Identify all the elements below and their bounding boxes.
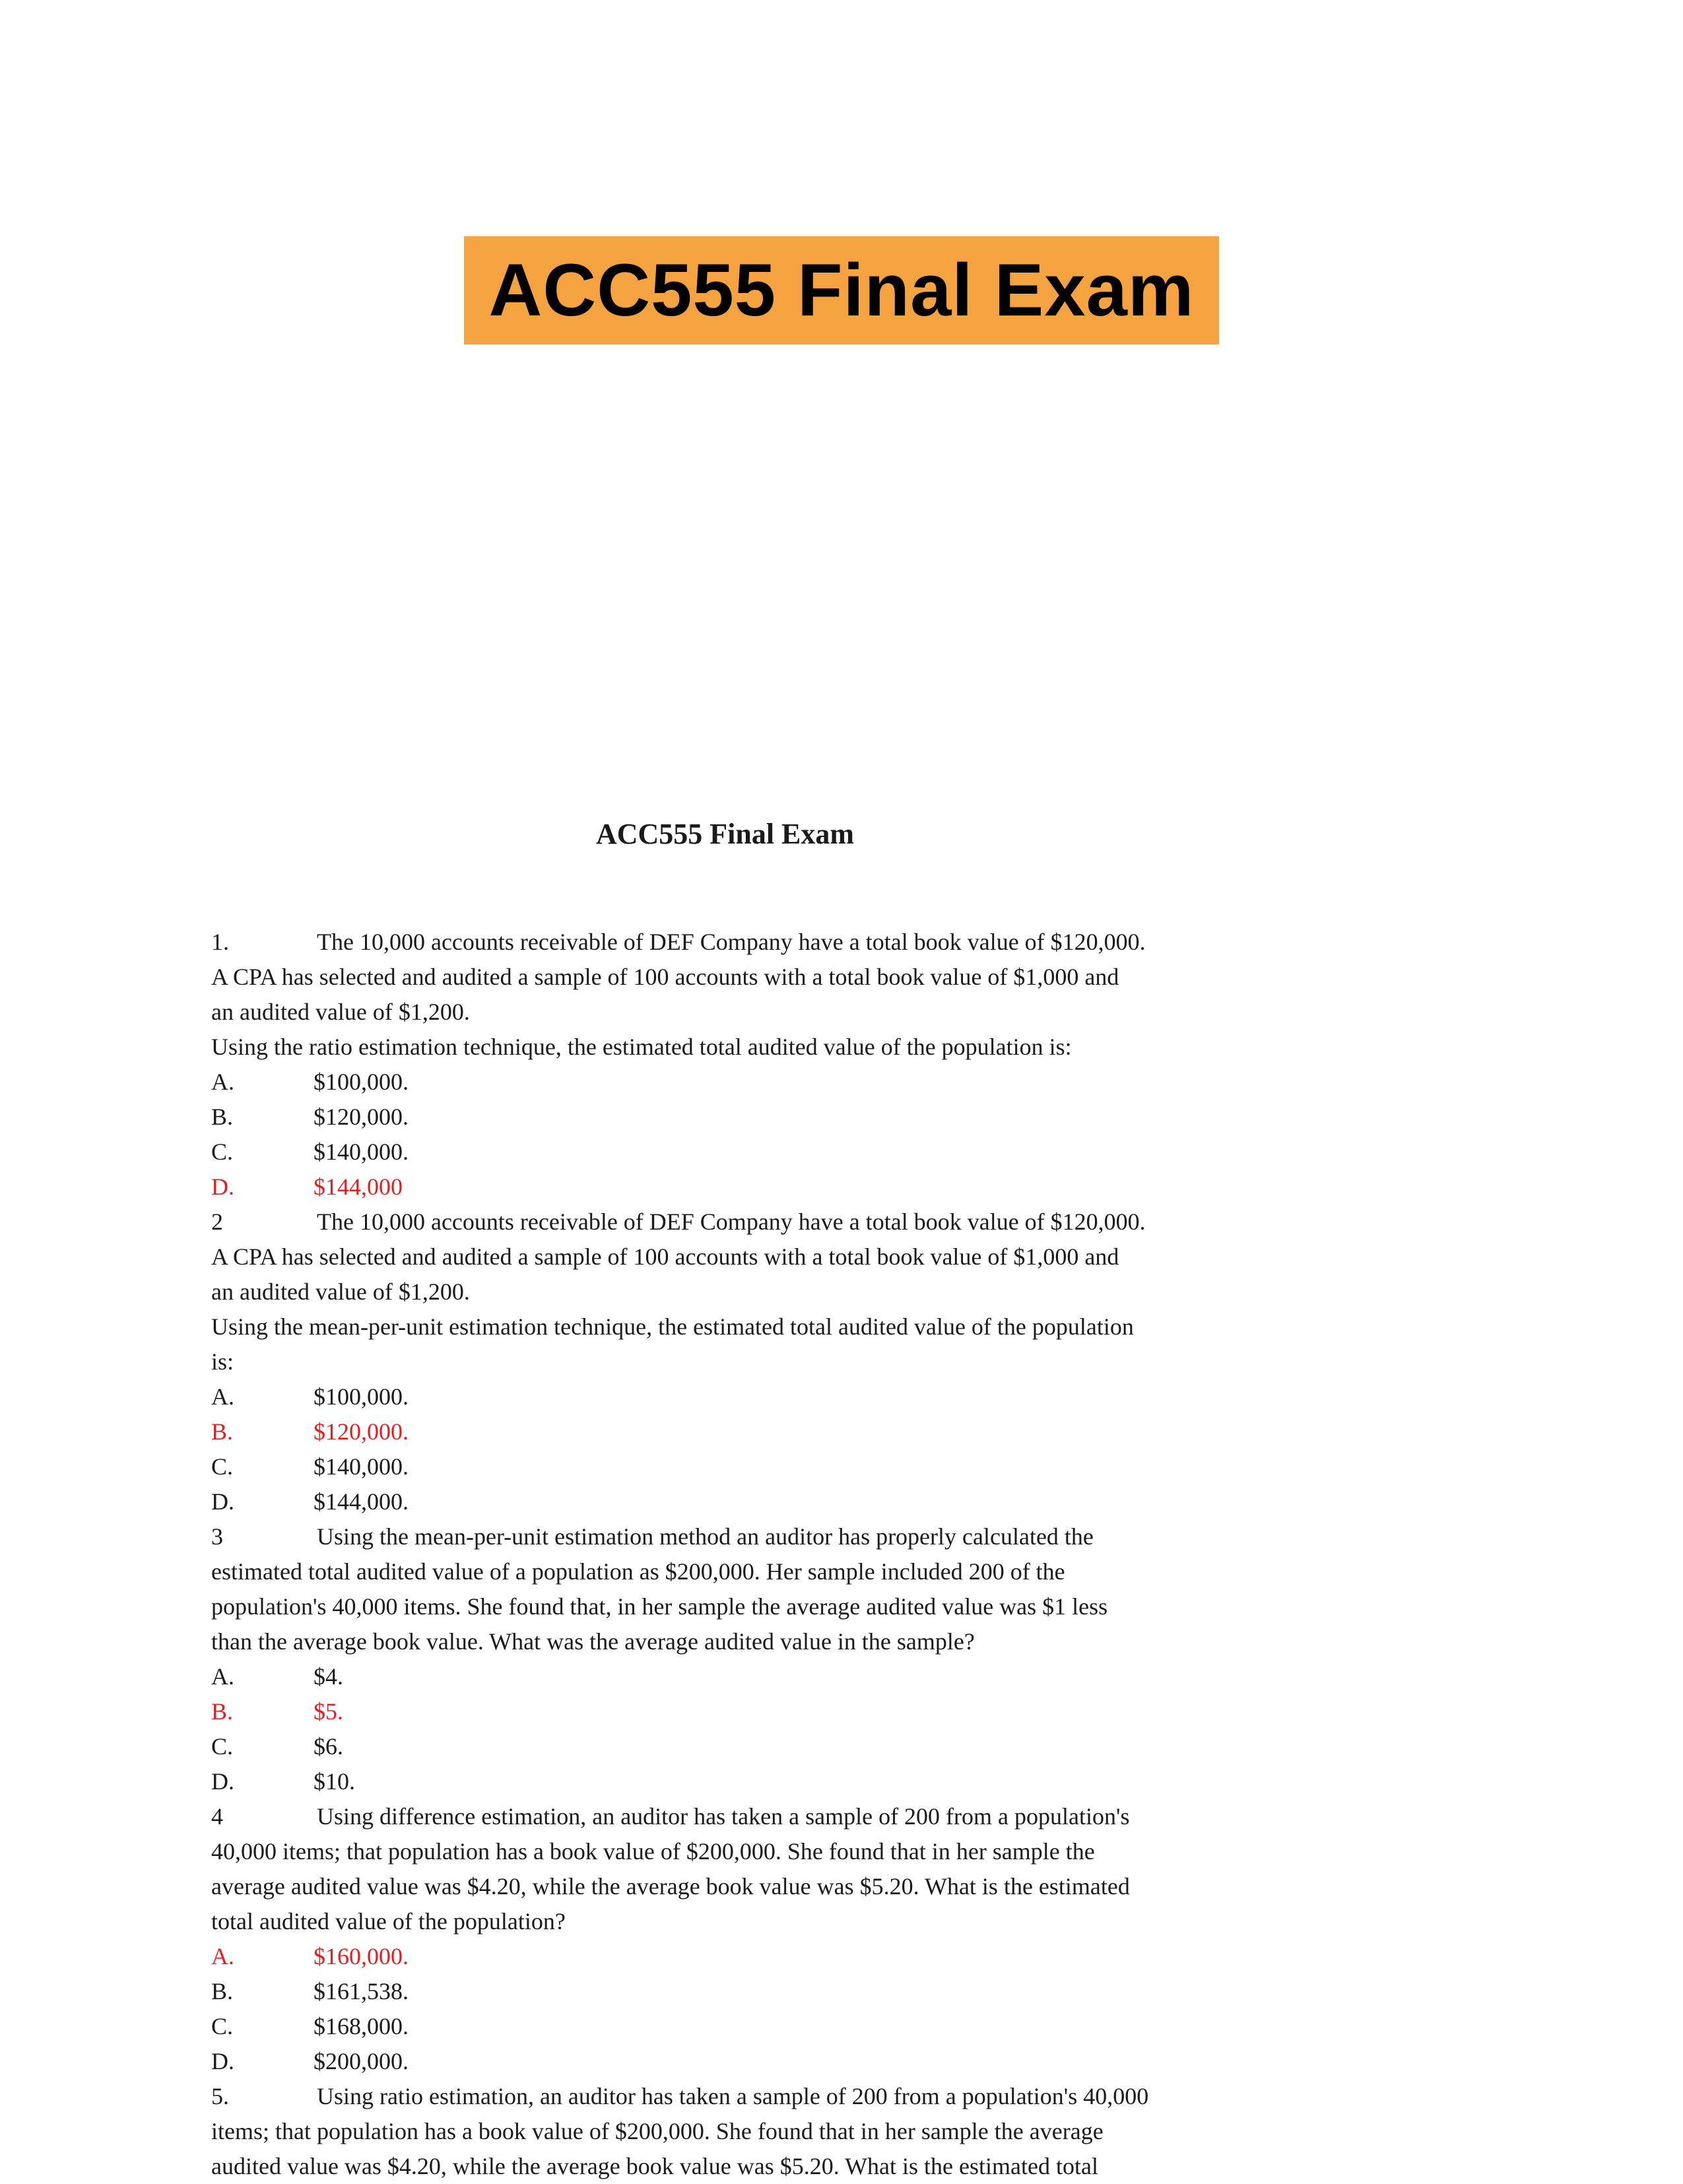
option-value: $120,000. <box>314 1104 409 1130</box>
question-first-line <box>211 1519 1241 1554</box>
question-text: total audited value of the population? <box>211 1908 566 1935</box>
question-list <box>211 925 1241 2184</box>
option-letter: C. <box>211 1453 234 1480</box>
option-letter: C. <box>211 1733 234 1760</box>
answer-option <box>211 2044 1241 2079</box>
option-value: $5. <box>314 1698 343 1725</box>
question <box>211 1799 1241 2079</box>
option-value: $4. <box>314 1663 343 1690</box>
option-letter: B. <box>211 1978 234 2004</box>
option-letter: C. <box>211 2013 234 2039</box>
question <box>211 1205 1241 1519</box>
question-number: 1. <box>211 929 229 955</box>
question-text-line <box>211 1554 1241 1589</box>
option-letter: D. <box>211 1768 234 1795</box>
question-text-line <box>211 995 1241 1030</box>
answer-option-correct <box>211 1939 1241 1974</box>
question-text: 40,000 items; that population has a book value of $200,000. She found that in her sample the <box>211 1838 1095 1865</box>
option-value: $144,000 <box>314 1174 403 1200</box>
answer-option <box>211 1100 1241 1135</box>
question-text: items; that population has a book value of $200,000. She found that in her sample the average <box>211 2118 1104 2144</box>
question-text: estimated total audited value of a population as $200,000. Her sample included 200 of the <box>211 1558 1065 1585</box>
question-text: average audited value was $4.20, while the average book value was $5.20. What is the estimated <box>211 1873 1130 1900</box>
question-first-line <box>211 2079 1241 2114</box>
question-text-line <box>211 1904 1241 1939</box>
option-value: $168,000. <box>314 2013 409 2039</box>
option-value: $140,000. <box>314 1453 409 1480</box>
option-value: $161,538. <box>314 1978 409 2004</box>
question-text-line <box>211 1624 1241 1659</box>
option-letter: A. <box>211 1069 234 1095</box>
answer-option <box>211 1379 1241 1414</box>
answer-option <box>211 1484 1241 1519</box>
option-letter: A. <box>211 1383 234 1410</box>
answer-option <box>211 2009 1241 2044</box>
question <box>211 2079 1241 2184</box>
option-letter: B. <box>211 1418 234 1445</box>
question-first-line <box>211 1799 1241 1834</box>
question-text-line <box>211 1309 1241 1344</box>
question-text-line <box>211 2149 1241 2184</box>
answer-option <box>211 1659 1241 1694</box>
question-text-line <box>211 1344 1241 1379</box>
title-banner <box>464 236 1219 345</box>
question-text-line <box>211 1589 1241 1624</box>
option-value: $10. <box>314 1768 355 1795</box>
question-text-line <box>211 1274 1241 1309</box>
answer-option-correct <box>211 1694 1241 1729</box>
option-value: $200,000. <box>314 2048 409 2074</box>
question-text: A CPA has selected and audited a sample of 100 accounts with a total book value of $1,000 and <box>211 1243 1119 1270</box>
question-text-line <box>211 1869 1241 1904</box>
question-text: Using the mean-per-unit estimation method an auditor has properly calculated the <box>317 1523 1094 1550</box>
question-text: an audited value of $1,200. <box>211 999 470 1025</box>
question-number: 3 <box>211 1523 223 1550</box>
answer-option <box>211 1449 1241 1484</box>
answer-option <box>211 1974 1241 2009</box>
question-text-line <box>211 1030 1241 1065</box>
option-value: $140,000. <box>314 1139 409 1165</box>
question-number: 2 <box>211 1208 223 1235</box>
question-text: Using difference estimation, an auditor has taken a sample of 200 from a population's <box>317 1803 1130 1830</box>
answer-option-correct <box>211 1170 1241 1205</box>
question-number: 4 <box>211 1803 223 1830</box>
option-value: $100,000. <box>314 1069 409 1095</box>
question-text: The 10,000 accounts receivable of DEF Company have a total book value of $120,000. <box>317 929 1146 955</box>
question-text: Using the ratio estimation technique, the estimated total audited value of the population is: <box>211 1034 1072 1060</box>
question <box>211 925 1241 1205</box>
question-text: The 10,000 accounts receivable of DEF Company have a total book value of $120,000. <box>317 1208 1146 1235</box>
option-letter: C. <box>211 1139 234 1165</box>
option-value: $144,000. <box>314 1488 409 1515</box>
question-text-line <box>211 1240 1241 1274</box>
option-value: $160,000. <box>314 1943 409 1969</box>
question-text: than the average book value. What was the average audited value in the sample? <box>211 1628 975 1655</box>
option-letter: B. <box>211 1104 234 1130</box>
answer-option <box>211 1135 1241 1170</box>
question-number: 5. <box>211 2083 229 2109</box>
question <box>211 1519 1241 1799</box>
question-first-line <box>211 925 1241 960</box>
option-value: $120,000. <box>314 1418 409 1445</box>
answer-option <box>211 1764 1241 1799</box>
answer-option-correct <box>211 1414 1241 1449</box>
option-letter: B. <box>211 1698 234 1725</box>
question-text: Using the mean-per-unit estimation technique, the estimated total audited value of the population <box>211 1313 1134 1340</box>
question-text: population's 40,000 items. She found that, in her sample the average audited value was $1 less <box>211 1593 1108 1620</box>
question-text: an audited value of $1,200. <box>211 1278 470 1305</box>
option-letter: D. <box>211 2048 234 2074</box>
answer-option <box>211 1065 1241 1100</box>
question-text: A CPA has selected and audited a sample of 100 accounts with a total book value of $1,000 and <box>211 964 1119 990</box>
option-letter: D. <box>211 1488 234 1515</box>
document-title: ACC555 Final Exam <box>595 818 855 850</box>
question-first-line <box>211 1205 1241 1240</box>
question-text-line <box>211 960 1241 995</box>
question-text: is: <box>211 1348 234 1375</box>
banner-title: ACC555 Final Exam <box>488 249 1195 331</box>
option-letter: A. <box>211 1943 234 1969</box>
question-text: Using ratio estimation, an auditor has taken a sample of 200 from a population's 40,000 <box>317 2083 1149 2109</box>
option-value: $100,000. <box>314 1383 409 1410</box>
option-letter: D. <box>211 1174 234 1200</box>
question-text-line <box>211 1834 1241 1869</box>
option-letter: A. <box>211 1663 234 1690</box>
option-value: $6. <box>314 1733 343 1760</box>
question-text-line <box>211 2114 1241 2149</box>
question-text: audited value was $4.20, while the average book value was $5.20. What is the estimated total <box>211 2153 1098 2179</box>
answer-option <box>211 1729 1241 1764</box>
